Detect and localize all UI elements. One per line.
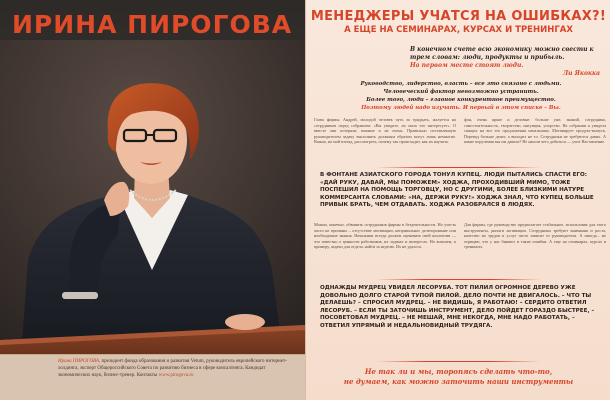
closing-line: не думаем, как можно заточить наши инструменты — [343, 377, 574, 386]
epigraph-author: Ли Якокка — [562, 70, 600, 77]
right-page — [305, 0, 610, 400]
caption-text: президент фонда образования и развития Vetum, руководитель европейского интернет-холдинга, эксперт Общероссийского Совета по развитию бизнеса в сфере консалтинга. Кандидат экономических наук, бизнес-тренер. Контакты — [58, 359, 287, 378]
lead-quote-line: Руководство, лидерство, власть – все это связано с людьми. — [360, 81, 562, 87]
closing-quote — [306, 367, 610, 387]
body-column: Глава фирмы, Андрей, молодой человек чуть за тридцать, жалуется на сотрудников перед собранием: «Вы увидите, их мало что интересует». О вместе они потеряли, важные и не очень. Правильно поставленную руководителем задачу выполнить должным образом могут лишь немногие. Важно, на мой взгляд, рассмотреть, почему так происходит, как их научить. — [314, 117, 456, 145]
lead-quote — [316, 80, 606, 112]
body-column: фон, очень яркие и деловые: больше уже, знаний, сотрудника, самостоятельность, творчество, интуиция, упорство. На собрании я увидела спящих на все его предложения начальника. Мотивирует продукт-выпуск. Перевод больше денег, а выходит не то. Сотрудники не требуются давно. А какие поручения мы им давали? Не нашли чего добиться — учит Наставление. — [464, 117, 606, 145]
body-text-columns-1 — [314, 117, 606, 159]
closing-line: Не так ли и мы, торопясь сделать что-то, — [364, 367, 553, 376]
lead-quote-line: Более того, люди – главное конкурентное преимущество. — [366, 97, 556, 103]
article-title: МЕНЕДЖЕРЫ УЧАТСЯ НА ОШИБКАХ?! — [310, 9, 607, 24]
caption-name: Ирина ПИРОГОВА, — [58, 359, 101, 364]
caption-website-link[interactable]: www.pirogova.ru — [158, 372, 194, 378]
story-woodcutter: ОДНАЖДЫ МУДРЕЦ УВИДЕЛ ЛЕСОРУБА. ТОТ ПИЛИЛ ОГРОМНОЕ ДЕРЕВО УЖЕ ДОВОЛЬНО ДОЛГО СТАРОЙ ТУПОЙ ПИЛОЙ. ДЕЛО ПОЧТИ НЕ ДВИГАЛОСЬ. – ЧТО ТЫ ДЕЛАЕШЬ? – СПРОСИЛ МУДРЕЦ. – НЕ ВИДИШЬ, Я РАБОТАЮ! – СЕРДИТО ОТВЕТИЛ ЛЕСОРУБ. – ЕСЛИ ТЫ ЗАТОЧИШЬ ИНСТРУМЕНТ, ДЕЛО ПОЙДЕТ ГОРАЗДО БЫСТРЕЕ, – ПОСОВЕТОВАЛ МУДРЕЦ. – НЕ МЕШАЙ, МНЕ НЕКОГДА, МНЕ НАДО РАБОТАТЬ, – ОТВЕТИЛ УПРЯМЫЙ И НЕДАЛЬНОВИДНЫЙ ТРУДЯГА. — [320, 285, 595, 329]
body-text-columns-2 — [314, 222, 606, 274]
body-column: Для фирмы, где руководство предполагает стабильное, использовав для этого инструменты, рычаги мотивации. Сотрудники требуют внимания и роста, качество их трудов и услуг часто зависит от руководителя. А иногда... не отрицаю, что у нас бывают и такие ошибки. А еще на семинарах, курсах и тренингах. — [464, 222, 606, 250]
author-caption — [0, 354, 305, 400]
epigraph-highlight: На первом месте стоят люди. — [410, 62, 524, 69]
portrait-photo — [0, 40, 305, 370]
section-divider — [376, 167, 541, 168]
section-divider — [376, 279, 541, 280]
epigraph — [410, 46, 605, 70]
lead-quote-line: Человеческий фактор невозможно устранить. — [383, 89, 539, 95]
story-merchant: В ФОНТАНЕ АЗИАТСКОГО ГОРОДА ТОНУЛ КУПЕЦ. ЛЮДИ ПЫТАЛИСЬ СПАСТИ ЕГО: «ДАЙ РУКУ, ДАВАЙ, МЫ ПОМОЖЕМ» ХОДЖА, ПРОХОДИВШИЙ МИМО, ТОЖЕ ПОСПЕШИЛ НА ПОМОЩЬ ТОРГОВЦУ, НО С ДРУГИМИ, БОЛЕЕ БЛИЗКИМИ НАТУРЕ КОММЕРСАНТА СЛОВАМИ: «НА, ДЕРЖИ РУКУ!» ХОДЖА ЗНАЛ, ЧТО КУПЕЦ БОЛЬШЕ ПРИВЫК БРАТЬ, ЧЕМ ОТДАВАТЬ. ХОДЖА РАЗОБРАЛСЯ В ЛЮДЯХ. — [320, 172, 594, 209]
section-divider — [376, 361, 541, 362]
epigraph-line: В конечном счете всю экономику можно свести к трем словам: люди, продукты и прибыль. — [410, 46, 594, 61]
author-name-title: ИРИНА ПИРОГОВА — [12, 10, 293, 39]
lead-quote-highlight: Поэтому людей надо изучать. И первый в этом списке – Вы. — [361, 105, 561, 111]
body-column: Можно, конечно, обвинить сотрудников фирмы в бездеятельности. Но учесть часто не причины – отсутствие мотивации, неправильное делегирование или необходимые знания. Начальник всегда должен оценивать свой коллектив — что известно о ценности работников, их задачах и интересах. Но возьмем, к примеру, задачи для отдела, найти за неделю. Их не удалось. — [314, 222, 456, 250]
article-subtitle: А ЕЩЕ НА СЕМИНАРАХ, КУРСАХ И ТРЕНИНГАХ — [344, 25, 573, 35]
